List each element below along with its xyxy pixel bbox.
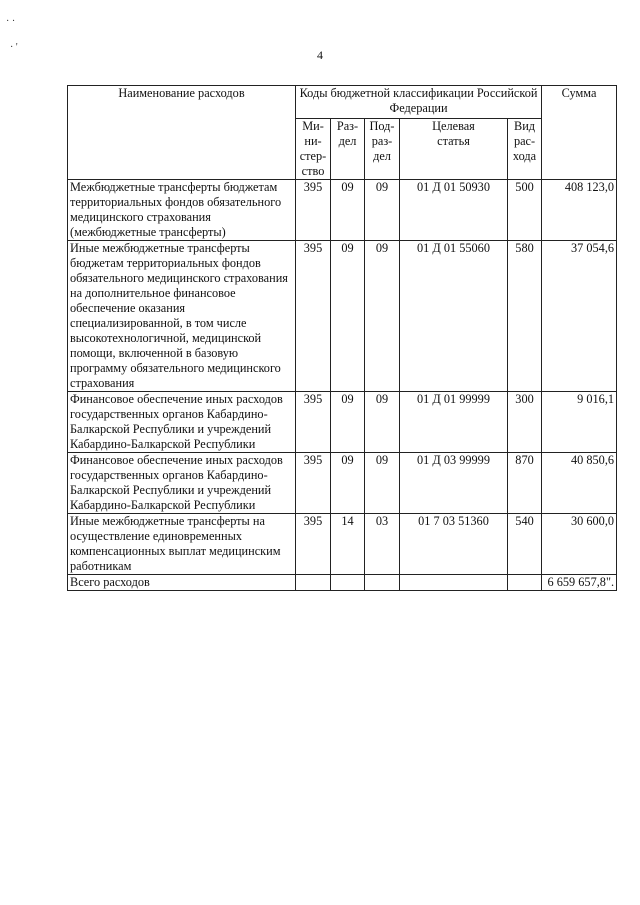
row-section: 14 xyxy=(331,514,365,575)
row-section: 09 xyxy=(331,392,365,453)
total-empty-cell xyxy=(331,575,365,591)
header-target-item: Целевая статья xyxy=(400,119,508,180)
total-row xyxy=(68,575,617,591)
header-subsection: Под- раз- дел xyxy=(365,119,400,180)
page-number: 4 xyxy=(317,48,323,62)
row-section: 09 xyxy=(331,180,365,241)
row-ministry: 395 xyxy=(296,241,331,392)
header-sum: Сумма xyxy=(542,86,617,180)
row-type: 500 xyxy=(508,180,542,241)
row-section: 09 xyxy=(331,241,365,392)
row-sum: 37 054,6 xyxy=(542,241,617,392)
scan-mark-top: · · xyxy=(6,16,16,27)
row-subsection: 09 xyxy=(365,392,400,453)
header-row-top xyxy=(68,86,617,119)
row-section: 09 xyxy=(331,453,365,514)
row-ministry: 395 xyxy=(296,514,331,575)
row-sum: 408 123,0 xyxy=(542,180,617,241)
row-ministry: 395 xyxy=(296,453,331,514)
total-empty-cell xyxy=(296,575,331,591)
row-type: 540 xyxy=(508,514,542,575)
row-name: Иные межбюджетные трансферты на осуществление единовременных компенсационных выплат медицинским работникам xyxy=(68,514,296,575)
row-ministry: 395 xyxy=(296,392,331,453)
row-name: Финансовое обеспечение иных расходов государственных органов Кабардино-Балкарской Республики и учреждений Кабардино-Балкарской Республики xyxy=(68,392,296,453)
row-sum: 40 850,6 xyxy=(542,453,617,514)
header-expense-type: Вид рас- хода xyxy=(508,119,542,180)
header-ministry: Ми- ни- стер- ство xyxy=(296,119,331,180)
total-empty-cell xyxy=(365,575,400,591)
row-target: 01 7 03 51360 xyxy=(400,514,508,575)
budget-expenses-table xyxy=(67,85,617,591)
row-type: 870 xyxy=(508,453,542,514)
header-section: Раз- дел xyxy=(331,119,365,180)
scan-mark-bottom: · ' xyxy=(10,42,18,53)
header-codes-group: Коды бюджетной классификации Российской Федерации xyxy=(296,86,542,119)
row-sum: 9 016,1 xyxy=(542,392,617,453)
header-name: Наименование расходов xyxy=(68,86,296,180)
row-target: 01 Д 01 50930 xyxy=(400,180,508,241)
total-empty-cell xyxy=(508,575,542,591)
total-label: Всего расходов xyxy=(68,575,296,591)
row-ministry: 395 xyxy=(296,180,331,241)
table-row xyxy=(68,453,617,514)
row-subsection: 09 xyxy=(365,241,400,392)
row-target: 01 Д 03 99999 xyxy=(400,453,508,514)
row-target: 01 Д 01 99999 xyxy=(400,392,508,453)
row-subsection: 09 xyxy=(365,180,400,241)
row-name: Межбюджетные трансферты бюджетам территориальных фондов обязательного медицинского страхования (межбюджетные трансферты) xyxy=(68,180,296,241)
row-name: Иные межбюджетные трансферты бюджетам территориальных фондов обязательного медицинского страхования на дополнительное финансовое обеспечение оказания специализированной, в том числе высокотехнологичной, медицинской помощи, включенной в базовую программу обязательного медицинского страхования xyxy=(68,241,296,392)
row-name: Финансовое обеспечение иных расходов государственных органов Кабардино-Балкарской Республики и учреждений Кабардино-Балкарской Республики xyxy=(68,453,296,514)
total-empty-cell xyxy=(400,575,508,591)
row-sum: 30 600,0 xyxy=(542,514,617,575)
row-type: 580 xyxy=(508,241,542,392)
row-target: 01 Д 01 55060 xyxy=(400,241,508,392)
table-row xyxy=(68,180,617,241)
table-row xyxy=(68,241,617,392)
table-row xyxy=(68,514,617,575)
row-type: 300 xyxy=(508,392,542,453)
row-subsection: 03 xyxy=(365,514,400,575)
row-subsection: 09 xyxy=(365,453,400,514)
total-sum: 6 659 657,8". xyxy=(542,575,617,591)
table-row xyxy=(68,392,617,453)
